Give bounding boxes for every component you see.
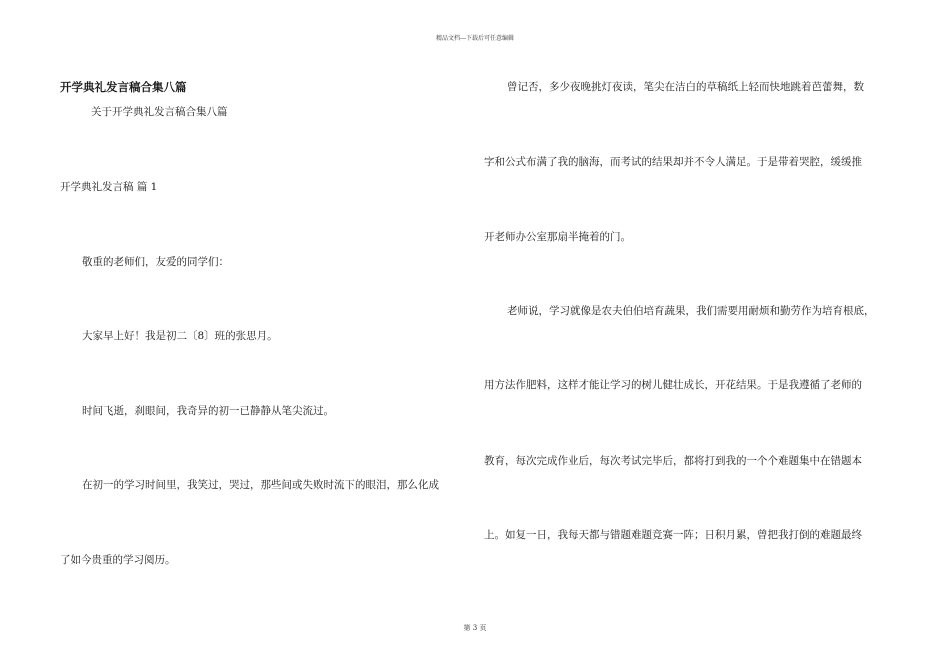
document-subtitle: 关于开学典礼发言稿合集八篇 — [91, 106, 228, 118]
paragraph-line: 用方法作肥料，这样才能让学习的树儿健壮成长，开花结果。于是我遵循了老师的 — [484, 379, 862, 391]
paragraph-line: 时间飞逝，刹眼间，我奇异的初一已静静从笔尖流过。 — [82, 405, 334, 417]
paragraph-line: 敬重的老师们，友爱的同学们： — [82, 256, 229, 268]
section-heading: 开学典礼发言稿 篇 1 — [60, 181, 158, 193]
paragraph-line: 教育，每次完成作业后，每次考试完毕后，都将打到我的一个个难题集中在错题本 — [484, 455, 862, 467]
paragraph-line: 了如今贵重的学习阅历。 — [60, 554, 176, 566]
paragraph-line: 大家早上好！我是初二〔8〕班的张思月。 — [82, 330, 278, 342]
document-title: 开学典礼发言稿合集八篇 — [60, 80, 187, 94]
paragraph-line: 在初一的学习时间里，我笑过，哭过，那些间或失败时流下的眼泪，那么化成 — [82, 479, 439, 491]
page-number: 第 3 页 — [463, 624, 487, 632]
paragraph-line: 上。如复一日，我每天都与错题难题竞赛一阵；日积月累，曾把我打倒的难题最终 — [484, 529, 862, 541]
paragraph-line: 开老师办公室那扇半掩着的门。 — [484, 231, 631, 243]
paragraph-line: 字和公式布满了我的脑海，而考试的结果却并不令人满足。于是带着哭腔，缓缓推 — [484, 156, 862, 168]
paragraph-line: 曾记否，多少夜晚挑灯夜读，笔尖在洁白的草稿纸上轻而快地跳着芭蕾舞，数 — [507, 81, 864, 93]
paragraph-line: 老师说，学习就像是农夫伯伯培育蔬果，我们需要用耐烦和勤劳作为培育根底， — [507, 305, 875, 317]
page-header: 精品文档---下载后可任意编辑 — [435, 35, 515, 42]
